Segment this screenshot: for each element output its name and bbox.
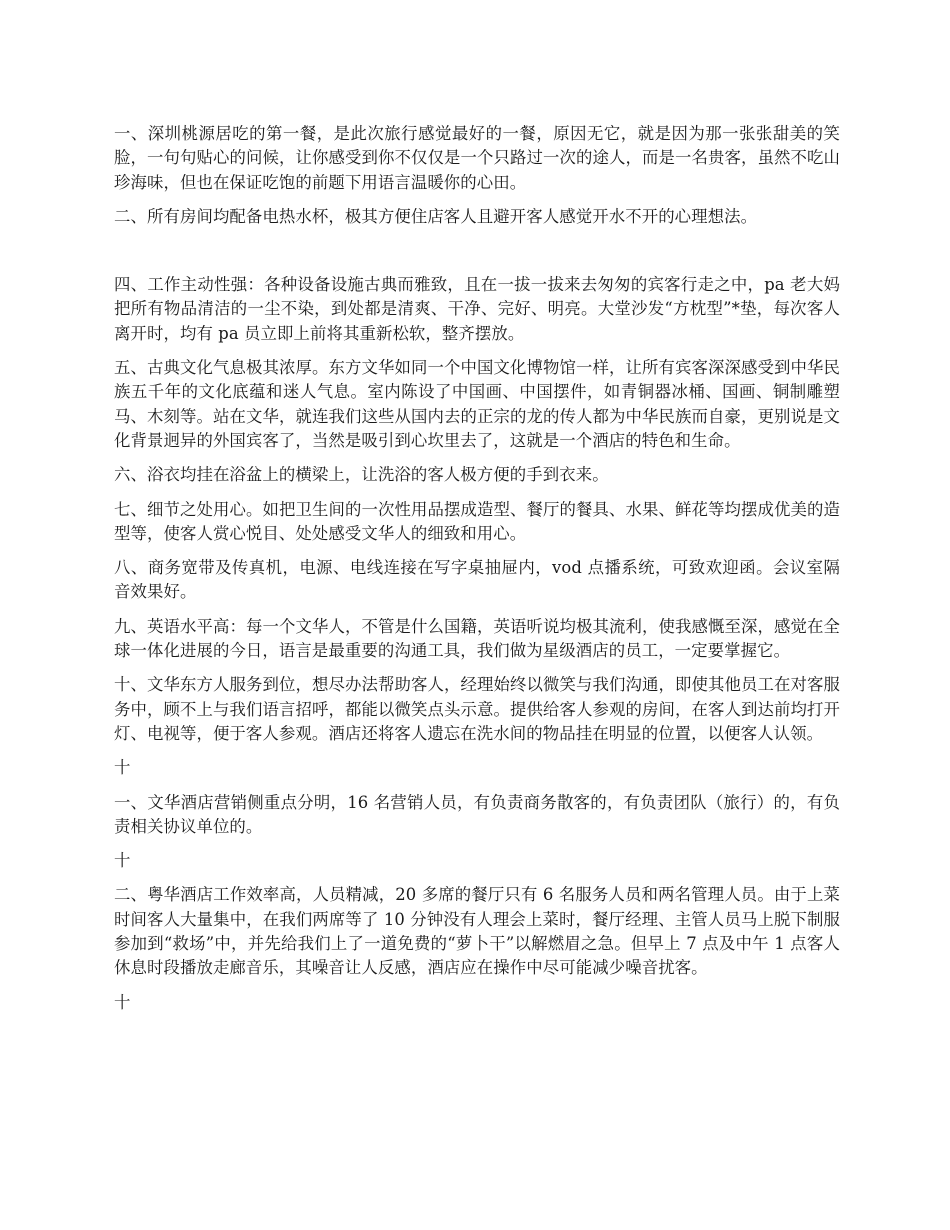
section-marker: 十 — [114, 851, 131, 871]
paragraph-gap — [114, 239, 840, 273]
paragraph-item-7-details: 七、细节之处用心。如把卫生间的一次性用品摆成造型、餐厅的餐具、水果、鲜花等均摆成优美的造型等，使客人赏心悦目、处处感受文华人的细致和用心。 — [114, 499, 840, 543]
paragraph-item-5-culture: 五、古典文化气息极其浓厚。东方文华如同一个中国文化博物馆一样，让所有宾客深深感受到中华民族五千年的文化底蕴和迷人气息。室内陈设了中国画、中国摆件，如青铜器冰桶、国画、铜制雕塑马、木刻等。站在文华，就连我们这些从国内去的正宗的龙的传人都为中华民族而自豪，更别说是文化背景迥异的外国宾客了，当然是吸引到心坎里去了，这就是一个酒店的特色和生命。 — [114, 358, 840, 450]
section-marker: 十 — [114, 992, 131, 1012]
document-page — [114, 122, 840, 1025]
paragraph-item-4-initiative: 四、工作主动性强：各种设备设施古典而雅致，且在一拔一拔来去匆匆的宾客行走之中，pa 老大妈把所有物品清洁的一尘不染，到处都是清爽、干净、完好、明亮。大堂沙发“方枕型”*垫，每次客人离开时，均有 pa 员立即上前将其重新松软，整齐摆放。 — [114, 275, 840, 343]
paragraph-item-8-business: 八、商务宽带及传真机，电源、电线连接在写字桌抽屉内，vod 点播系统，可致欢迎函。会议室隔音效果好。 — [114, 558, 840, 602]
section-marker: 十 — [114, 758, 131, 778]
paragraph-item-2-kettle: 二、所有房间均配备电热水杯，极其方便住店客人且避开客人感觉开水不开的心理想法。 — [114, 206, 758, 226]
paragraph-item-11-marketing: 一、文华酒店营销侧重点分明，16 名营销人员，有负责商务散客的，有负责团队（旅行）的，有负责相关协议单位的。 — [114, 792, 840, 836]
paragraph-item-12-efficiency: 二、粤华酒店工作效率高，人员精减，20 多席的餐厅只有 6 名服务人员和两名管理人员。由于上菜时间客人大量集中，在我们两席等了 10 分钟没有人理会上菜时，餐厅经理、主管人员马上脱下制服参加到“救场”中，并先给我们上了一道免费的“萝卜干”以解燃眉之急。但早上 7 点及中午 1 点客人休息时段播放走廊音乐，其噪音让人反感，酒店应在操作中尽可能减少噪音扰客。 — [114, 885, 840, 978]
paragraph-item-9-english: 九、英语水平高：每一个文华人，不管是什么国籍，英语听说均极其流利，使我感慨至深，感觉在全球一体化进展的今日，语言是最重要的沟通工具，我们做为星级酒店的员工，一定要掌握它。 — [114, 616, 840, 661]
paragraph-item-6-bathrobe: 六、浴衣均挂在浴盆上的横梁上，让洗浴的客人极方便的手到衣来。 — [114, 465, 609, 485]
paragraph-item-10-service: 十、文华东方人服务到位，想尽办法帮助客人，经理始终以微笑与我们沟通，即使其他员工在对客服务中，顾不上与我们语言招呼，都能以微笑点头示意。提供给客人参观的房间，在客人到达前均打开灯、电视等，便于客人参观。酒店还将客人遗忘在洗水间的物品挂在明显的位置，以便客人认领。 — [114, 675, 840, 743]
paragraph-item-1-dining: 一、深圳桃源居吃的第一餐，是此次旅行感觉最好的一餐，原因无它，就是因为那一张张甜美的笑脸，一句句贴心的问候，让你感受到你不仅仅是一个只路过一次的途人，而是一名贵客，虽然不吃山珍海味，但也在保证吃饱的前题下用语言温暖你的心田。 — [114, 124, 840, 192]
